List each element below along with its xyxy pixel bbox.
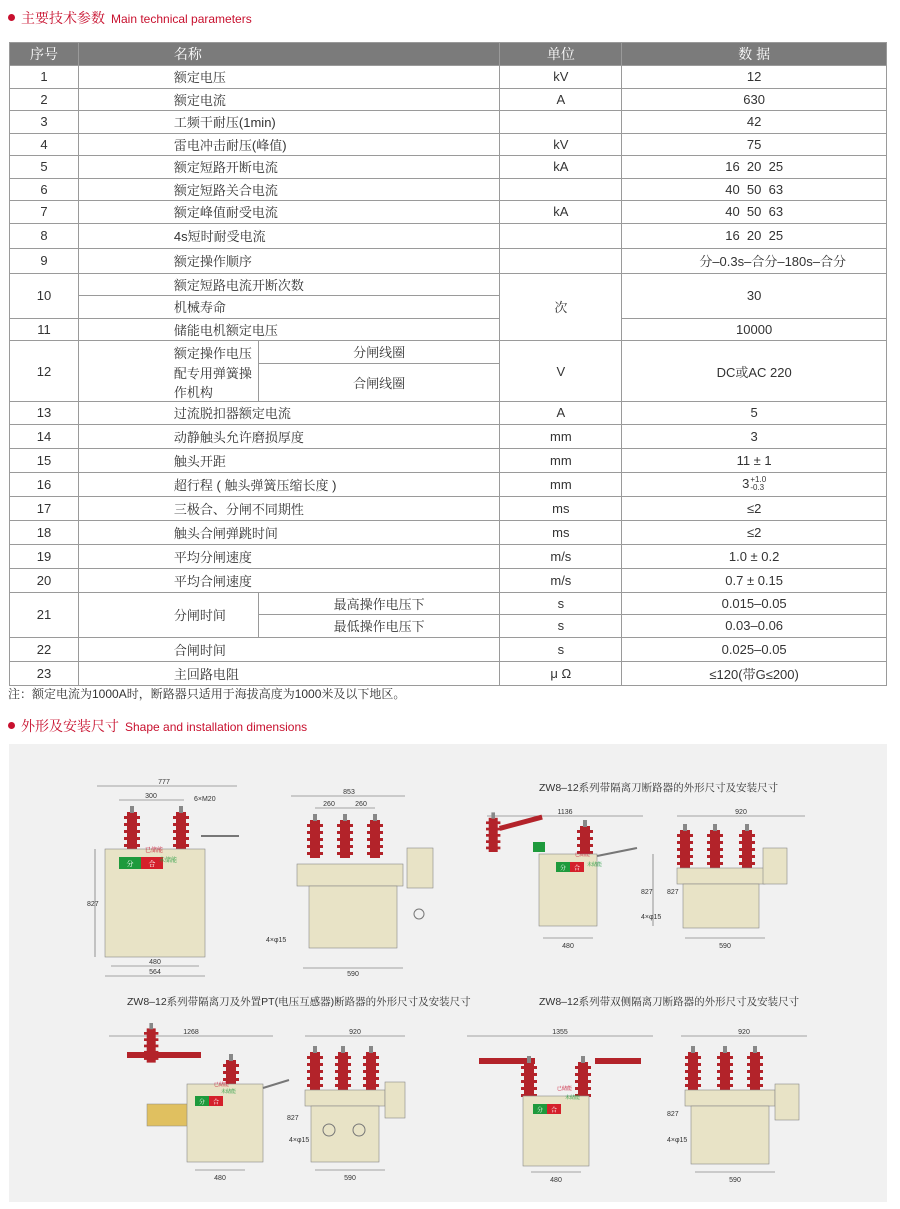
dim-label: 590: [347, 971, 359, 978]
bullet-dot-icon: [8, 722, 15, 729]
table-row: 19 平均分闸速度 m/s 1.0 ± 0.2: [10, 544, 887, 568]
table-row: 15 触头开距 mm 11 ± 1: [10, 448, 887, 472]
drawing-caption-2: ZW8–12系列带隔离刀及外置PT(电压互感器)断路器的外形尺寸及安装尺寸: [127, 996, 471, 1008]
section-heading-params: 主要技术参数 Main technical parameters: [8, 8, 252, 28]
drawing-1: [87, 779, 239, 976]
table-row: 3 工频干耐压(1min) 42: [10, 111, 887, 134]
dim-label: 827: [641, 889, 653, 896]
dim-label: 1268: [183, 1029, 199, 1036]
table-row: 5 额定短路开断电流 kA 16 20 25: [10, 156, 887, 179]
dim-label: 827: [287, 1115, 299, 1122]
drawing-7: [467, 1029, 653, 1184]
table-row: 2 额定电流 A 630: [10, 88, 887, 111]
drawings-svg: [9, 744, 887, 1202]
table-row: 18 触头合闸弹跳时间 ms ≤2: [10, 520, 887, 544]
svg-text:合: 合: [212, 1100, 220, 1106]
drawing-2: [266, 789, 433, 978]
header-no: 序号: [10, 43, 79, 66]
dim-label: 480: [562, 943, 574, 950]
table-row: 4 雷电冲击耐压(峰值) kV 75: [10, 133, 887, 156]
parameters-table: [9, 42, 887, 686]
table-row: 17 三极合、分闸不同期性 ms ≤2: [10, 496, 887, 520]
table-row: 11 储能电机额定电压 10000: [10, 318, 887, 341]
table-header-row: [10, 43, 887, 66]
svg-text:分: 分: [126, 861, 134, 868]
table-row: 23 主回路电阻 μ Ω ≤120(带G≤200): [10, 661, 887, 685]
table-row: 22 合闸时间 s 0.025–0.05: [10, 637, 887, 661]
dim-label: 590: [719, 943, 731, 950]
header-unit: 单位: [500, 43, 622, 66]
svg-text:分: 分: [198, 1100, 206, 1106]
dim-label: 564: [149, 969, 161, 976]
table-row: 6 额定短路关合电流 40 50 63: [10, 178, 887, 201]
svg-text:已储能: 已储能: [575, 852, 591, 858]
section-heading-dimensions: 外形及安装尺寸 Shape and installation dimensions: [8, 716, 307, 736]
header-value: 数 据: [622, 43, 887, 66]
table-row: 13 过流脱扣器额定电流 A 5: [10, 402, 887, 425]
table-row: 最低操作电压下 s 0.03–0.06: [10, 615, 887, 638]
drawing-4: [667, 809, 805, 950]
svg-text:分: 分: [559, 866, 567, 872]
table-row: 1 额定电压 kV 12: [10, 66, 887, 89]
overtravel-value: 3 +1.0 -0.3: [622, 472, 887, 496]
drawing-caption-3: ZW8–12系列带双侧隔离刀断路器的外形尺寸及安装尺寸: [539, 996, 800, 1008]
table-row: 10 额定短路电流开断次数 次 30: [10, 273, 887, 296]
table-row: 20 平均合闸速度 m/s 0.7 ± 0.15: [10, 568, 887, 592]
dimension-drawings: [9, 744, 887, 1202]
drawing-8: [667, 1029, 807, 1184]
dim-label: 827: [87, 901, 99, 908]
svg-text:未储能: 未储能: [159, 858, 178, 864]
dim-label: 6×M20: [194, 796, 216, 803]
svg-text:合: 合: [550, 1108, 558, 1114]
dim-label: 920: [738, 1029, 750, 1036]
dim-label: 260: [355, 801, 367, 808]
dim-label: 920: [735, 809, 747, 816]
dim-label: 590: [729, 1177, 741, 1184]
svg-text:未储能: 未储能: [587, 862, 603, 868]
dim-label: 920: [349, 1029, 361, 1036]
svg-text:合: 合: [148, 861, 156, 868]
dim-label: 1136: [557, 809, 573, 816]
svg-text:已储能: 已储能: [145, 848, 164, 854]
svg-text:未储能: 未储能: [565, 1095, 581, 1101]
dim-label: 827: [667, 1111, 679, 1118]
table-row: 12 额定操作电压 分闸线圈 V DC或AC 220: [10, 341, 887, 364]
dim-label: 590: [344, 1175, 356, 1182]
svg-text:已储能: 已储能: [557, 1086, 573, 1092]
drawing-6: [287, 1029, 405, 1182]
table-row: 16 超行程 ( 触头弹簧压缩长度 ) mm 3 +1.0 -0.3: [10, 472, 887, 496]
drawing-caption-1: ZW8–12系列带隔离刀断路器的外形尺寸及安装尺寸: [539, 782, 779, 794]
table-row: 21 分闸时间 最高操作电压下 s 0.015–0.05: [10, 592, 887, 615]
dim-label: 4×φ15: [667, 1137, 688, 1144]
svg-text:未储能: 未储能: [221, 1089, 237, 1095]
dim-label: 1355: [552, 1029, 568, 1036]
table-row: 9 额定操作顺序 分–0.3s–合分–180s–合分: [10, 248, 887, 273]
dim-label: 480: [214, 1175, 226, 1182]
svg-text:合: 合: [573, 866, 581, 872]
bullet-dot-icon: [8, 14, 15, 21]
svg-text:已储能: 已储能: [214, 1082, 230, 1088]
table-row: 14 动静触头允许磨损厚度 mm 3: [10, 424, 887, 448]
table-row: 配专用弹簧操作机构 合闸线圈: [10, 363, 887, 402]
header-name: 名称: [78, 43, 500, 66]
table-row: 7 额定峰值耐受电流 kA 40 50 63: [10, 201, 887, 224]
table-note: 注：额定电流为1000A时，断路器只适用于海拔高度为1000米及以下地区。: [8, 687, 406, 701]
dim-label: 4×φ15: [266, 937, 287, 944]
dim-label: 853: [343, 789, 355, 796]
dim-label: 300: [145, 793, 157, 800]
svg-text:分: 分: [536, 1108, 544, 1114]
dim-label: 260: [323, 801, 335, 808]
dim-label: 480: [550, 1177, 562, 1184]
dim-label: 480: [149, 959, 161, 966]
dim-label: 777: [158, 779, 170, 786]
table-row: 8 4s短时耐受电流 16 20 25: [10, 223, 887, 248]
drawing-5: [109, 1023, 289, 1182]
table-row: 机械寿命: [10, 296, 887, 319]
dim-label: 4×φ15: [641, 914, 662, 921]
dim-label: 827: [667, 889, 679, 896]
dim-label: 4×φ15: [289, 1137, 310, 1144]
drawing-3: [486, 809, 661, 950]
